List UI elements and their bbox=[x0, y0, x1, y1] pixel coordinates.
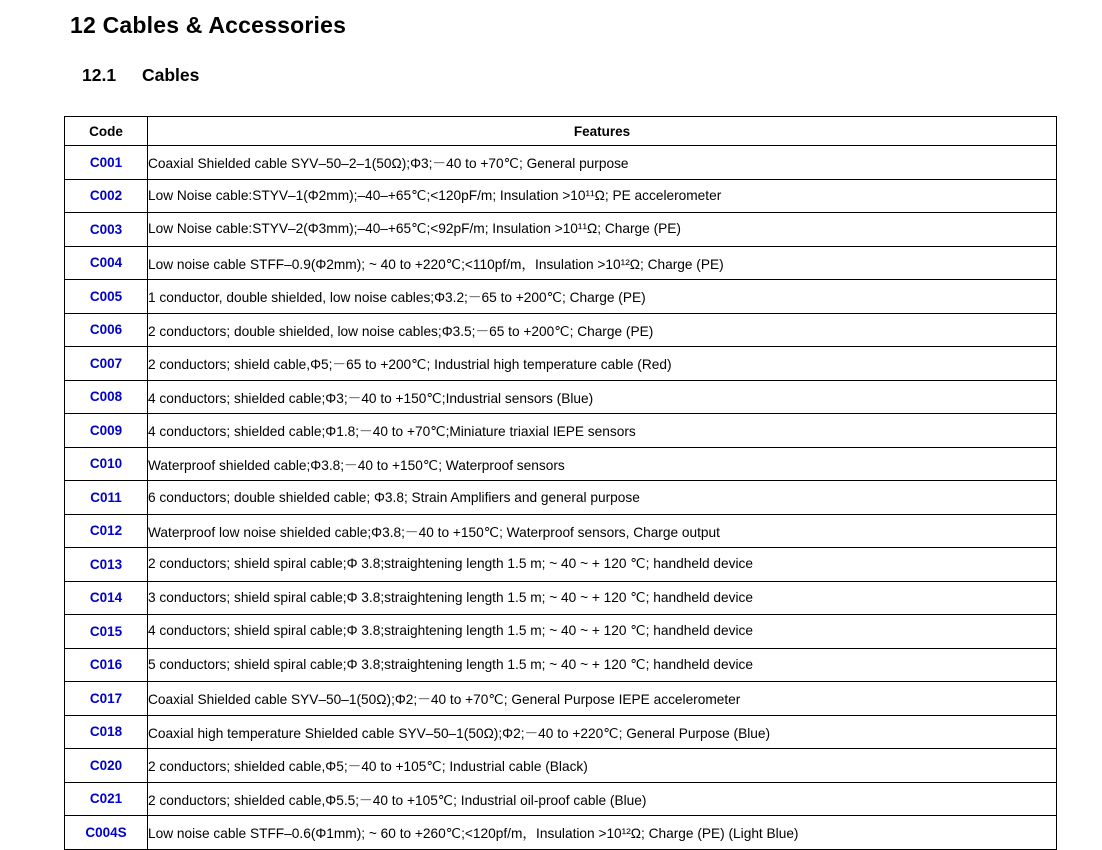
cell-features: Coaxial Shielded cable SYV–50–2–1(50Ω);Φ3;－40 to +70℃; General purpose bbox=[148, 146, 1057, 180]
table-row bbox=[65, 581, 1057, 615]
table-header-row bbox=[65, 117, 1057, 146]
cell-features: Coaxial Shielded cable SYV–50–1(50Ω);Φ2;－40 to +70℃; General Purpose IEPE accelerometer bbox=[148, 682, 1057, 716]
cell-code: C020 bbox=[65, 749, 148, 783]
table-row bbox=[65, 514, 1057, 548]
cell-code: C004 bbox=[65, 246, 148, 280]
table-row bbox=[65, 481, 1057, 515]
table-row bbox=[65, 347, 1057, 381]
cell-code: C012 bbox=[65, 514, 148, 548]
column-header-code: Code bbox=[65, 117, 148, 146]
cell-features: Low Noise cable:STYV–2(Φ3mm);–40–+65℃;<92pF/m; Insulation >10¹¹Ω; Charge (PE) bbox=[148, 213, 1057, 247]
table-row bbox=[65, 782, 1057, 816]
cell-features: Low noise cable STFF–0.6(Φ1mm); ~ 60 to +260℃;<120pf/m，Insulation >10¹²Ω; Charge (PE) (Light Blue) bbox=[148, 816, 1057, 850]
cell-features: 6 conductors; double shielded cable; Φ3.8; Strain Amplifiers and general purpose bbox=[148, 481, 1057, 515]
cell-code: C018 bbox=[65, 715, 148, 749]
cables-table bbox=[64, 116, 1057, 850]
table-row bbox=[65, 447, 1057, 481]
table-row bbox=[65, 179, 1057, 213]
table-row bbox=[65, 414, 1057, 448]
column-header-features: Features bbox=[148, 117, 1057, 146]
section-number: 12.1 bbox=[82, 65, 117, 85]
cell-features: 4 conductors; shielded cable;Φ1.8;－40 to +70℃;Miniature triaxial IEPE sensors bbox=[148, 414, 1057, 448]
cell-features: 4 conductors; shield spiral cable;Φ 3.8;straightening length 1.5 m; ~ 40 ~ + 120 ℃; handheld device bbox=[148, 615, 1057, 649]
table-row bbox=[65, 246, 1057, 280]
cell-features: 2 conductors; shielded cable,Φ5;－40 to +105℃; Industrial cable (Black) bbox=[148, 749, 1057, 783]
cell-code: C007 bbox=[65, 347, 148, 381]
cell-code: C002 bbox=[65, 179, 148, 213]
cell-code: C004S bbox=[65, 816, 148, 850]
cell-features: Waterproof shielded cable;Φ3.8;－40 to +150℃; Waterproof sensors bbox=[148, 447, 1057, 481]
table-row bbox=[65, 615, 1057, 649]
table-row bbox=[65, 816, 1057, 850]
cell-code: C015 bbox=[65, 615, 148, 649]
cell-code: C017 bbox=[65, 682, 148, 716]
cell-code: C001 bbox=[65, 146, 148, 180]
table-row bbox=[65, 548, 1057, 582]
cell-code: C005 bbox=[65, 280, 148, 314]
chapter-title: 12 Cables & Accessories bbox=[70, 12, 347, 38]
cell-features: 2 conductors; double shielded, low noise cables;Φ3.5;－65 to +200℃; Charge (PE) bbox=[148, 313, 1057, 347]
cell-features: Coaxial high temperature Shielded cable SYV–50–1(50Ω);Φ2;－40 to +220℃; General Purpose (Blue) bbox=[148, 715, 1057, 749]
cell-code: C003 bbox=[65, 213, 148, 247]
table-row bbox=[65, 648, 1057, 682]
cell-code: C014 bbox=[65, 581, 148, 615]
cell-features: 5 conductors; shield spiral cable;Φ 3.8;straightening length 1.5 m; ~ 40 ~ + 120 ℃; handheld device bbox=[148, 648, 1057, 682]
table-row bbox=[65, 313, 1057, 347]
table-row bbox=[65, 682, 1057, 716]
table-row bbox=[65, 749, 1057, 783]
cell-code: C006 bbox=[65, 313, 148, 347]
cables-table-body bbox=[65, 146, 1057, 850]
section-heading bbox=[82, 65, 199, 86]
cell-code: C009 bbox=[65, 414, 148, 448]
cell-features: 2 conductors; shield spiral cable;Φ 3.8;straightening length 1.5 m; ~ 40 ~ + 120 ℃; handheld device bbox=[148, 548, 1057, 582]
cell-features: 3 conductors; shield spiral cable;Φ 3.8;straightening length 1.5 m; ~ 40 ~ + 120 ℃; handheld device bbox=[148, 581, 1057, 615]
cell-features: Low noise cable STFF–0.9(Φ2mm); ~ 40 to +220℃;<110pf/m，Insulation >10¹²Ω; Charge (PE) bbox=[148, 246, 1057, 280]
table-row bbox=[65, 380, 1057, 414]
cell-features: 2 conductors; shielded cable,Φ5.5;－40 to +105℃; Industrial oil-proof cable (Blue) bbox=[148, 782, 1057, 816]
table-row bbox=[65, 715, 1057, 749]
cell-features: Low Noise cable:STYV–1(Φ2mm);–40–+65℃;<120pF/m; Insulation >10¹¹Ω; PE accelerometer bbox=[148, 179, 1057, 213]
cell-code: C010 bbox=[65, 447, 148, 481]
cell-code: C013 bbox=[65, 548, 148, 582]
cell-code: C021 bbox=[65, 782, 148, 816]
cell-features: 1 conductor, double shielded, low noise cables;Φ3.2;－65 to +200℃; Charge (PE) bbox=[148, 280, 1057, 314]
cell-code: C016 bbox=[65, 648, 148, 682]
table-row bbox=[65, 280, 1057, 314]
cell-code: C008 bbox=[65, 380, 148, 414]
cell-features: 2 conductors; shield cable,Φ5;－65 to +200℃; Industrial high temperature cable (Red) bbox=[148, 347, 1057, 381]
table-row bbox=[65, 213, 1057, 247]
cell-features: Waterproof low noise shielded cable;Φ3.8;－40 to +150℃; Waterproof sensors, Charge output bbox=[148, 514, 1057, 548]
table-row bbox=[65, 146, 1057, 180]
cell-features: 4 conductors; shielded cable;Φ3;－40 to +150℃;Industrial sensors (Blue) bbox=[148, 380, 1057, 414]
section-title: Cables bbox=[142, 65, 200, 85]
cell-code: C011 bbox=[65, 481, 148, 515]
